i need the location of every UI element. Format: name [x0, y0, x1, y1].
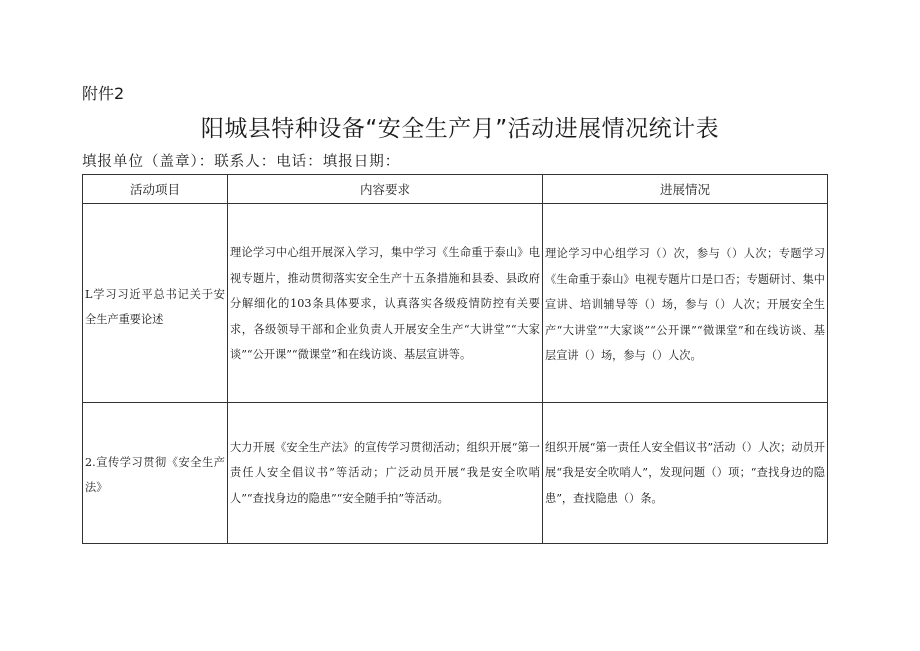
- column-header-activity: 活动项目: [83, 175, 228, 204]
- progress-text: 组织开展“第一责任人安全倡议书”活动（）人次；动员开展“我是安全吹哨人”，发现问题（）项；“查找身边的隐患”，查找隐患（）条。: [545, 440, 825, 505]
- page-title: 阳城县特种设备“安全生产月”活动进展情况统计表: [200, 116, 720, 142]
- column-header-requirement: 内容要求: [228, 175, 543, 204]
- activity-text: 2.宣传学习贯彻《安全生产法》: [85, 455, 225, 494]
- progress-text: 理论学习中心组学习（）次，参与（）人次；专题学习《生命重于泰山》电视专题片口是口否；专题研讨、集中宣讲、培训辅导等（）场，参与（）人次；开展安全生产“大讲堂”“大家谈”“公开课”“微课堂”和在线访谈、基层宣讲（）场，参与（）人次。: [545, 247, 825, 363]
- column-header-progress: 进展情况: [543, 175, 828, 204]
- progress-cell: [543, 204, 828, 403]
- fill-in-info-line: 填报单位（盖章）：联系人：电话：填报日期：: [82, 154, 401, 170]
- table-row: [83, 403, 828, 544]
- progress-statistics-table: [82, 174, 828, 544]
- activity-text: L学习习近平总书记关于安全生产重要论述: [85, 287, 225, 326]
- table-header-row: [83, 175, 828, 204]
- activity-cell: [83, 403, 228, 544]
- requirement-cell: [228, 204, 543, 403]
- table-row: [83, 204, 828, 403]
- activity-cell: [83, 204, 228, 403]
- requirement-text: 理论学习中心组开展深入学习，集中学习《生命重于泰山》电视专题片，推动贯彻落实安全生产十五条措施和县委、县政府分解细化的103条具体要求，认真落实各级疫情防控有关要求，各级领导干部和企业负责人开展安全生产“大讲堂”“大家谈”“公开课”“微课堂”和在线访谈、基层宣讲等。: [230, 246, 540, 362]
- requirement-text: 大力开展《安全生产法》的宣传学习贯彻活动；组织开展“第一责任人安全倡议书”等活动；广泛动员开展“我是安全吹哨人”“查找身边的隐患”“安全随手拍”等活动。: [230, 440, 540, 505]
- progress-cell: [543, 403, 828, 544]
- attachment-label: 附件2: [82, 84, 125, 103]
- requirement-cell: [228, 403, 543, 544]
